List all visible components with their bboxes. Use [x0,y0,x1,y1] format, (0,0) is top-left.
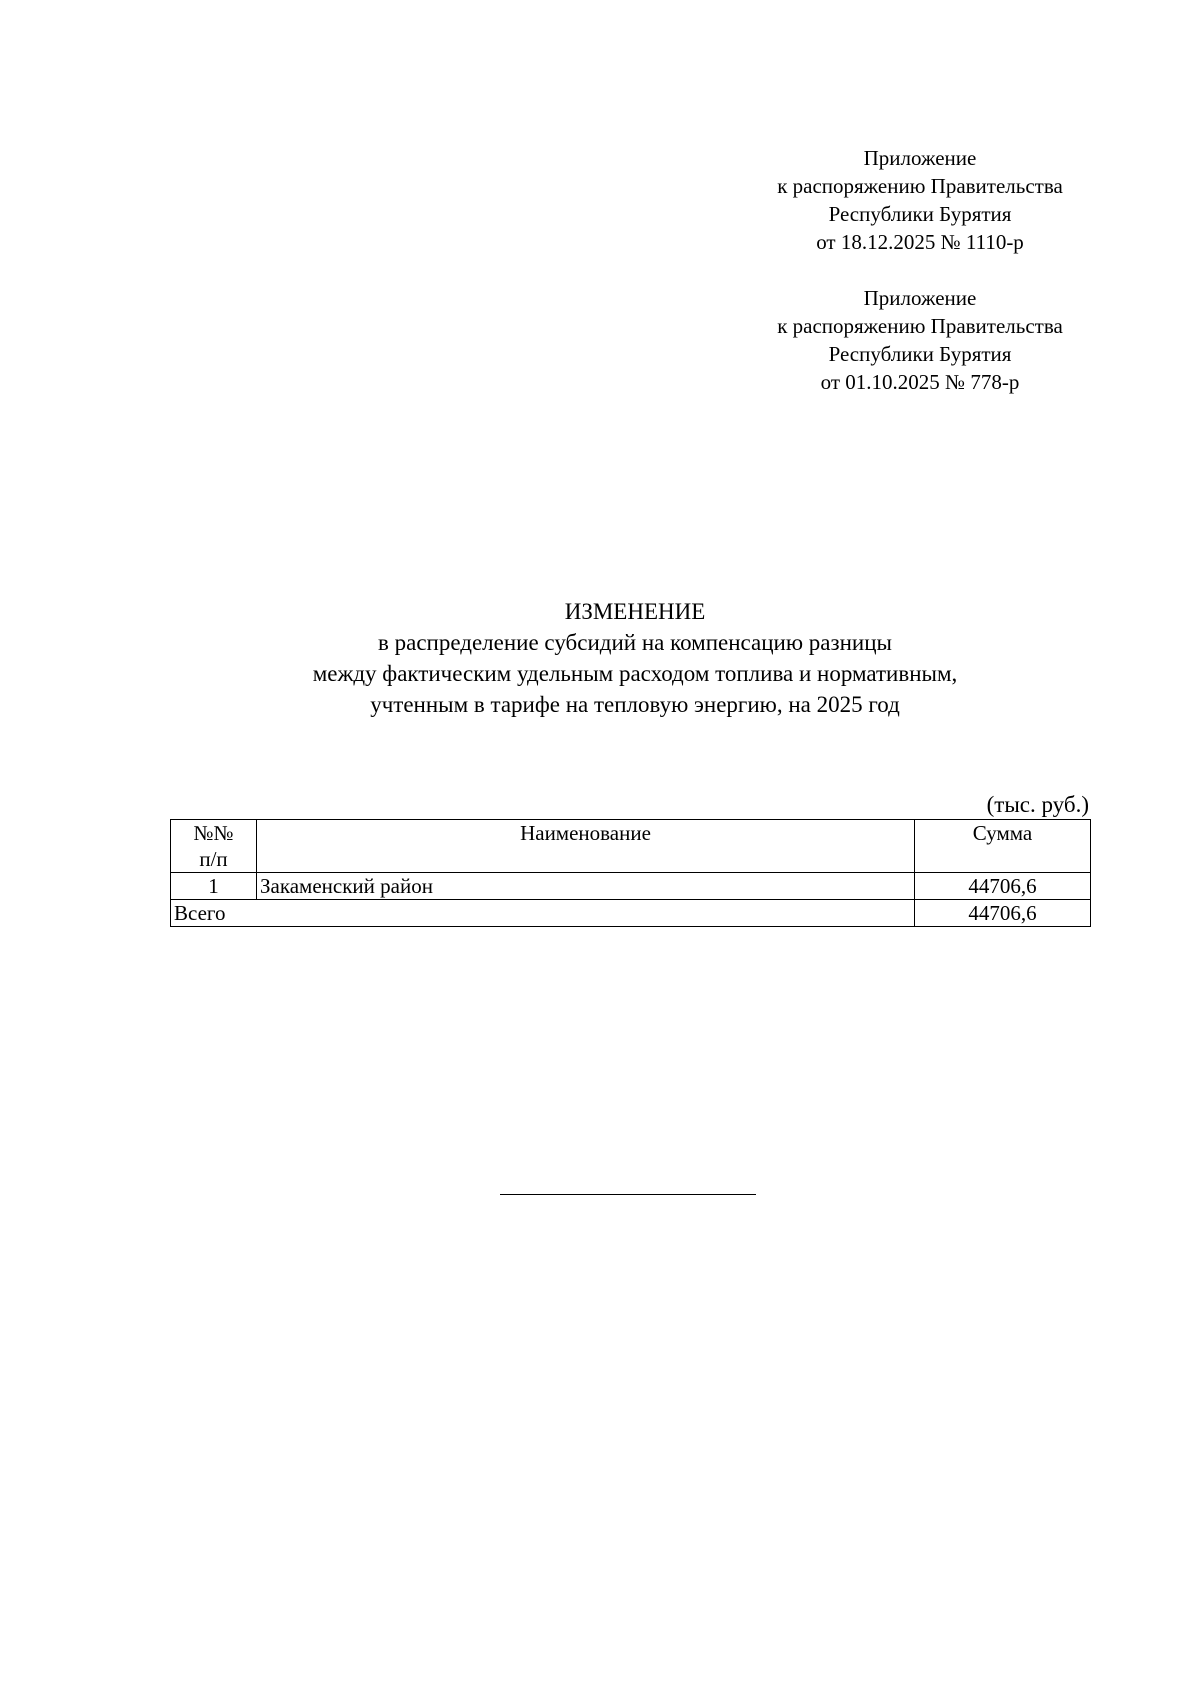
appendix-order-ref: к распоряжению Правительства [777,314,1063,338]
appendix-region: Республики Бурятия [828,342,1012,366]
appendix-title: Приложение [863,146,977,170]
appendix-date-number: от 01.10.2025 № 778-р [820,370,1020,394]
header-number-line2: п/п [199,847,228,871]
total-sum: 44706,6 [915,900,1091,927]
document-title [150,596,1120,720]
units-label: (тыс. руб.) [986,792,1089,817]
subsidy-table [170,819,1091,927]
appendix-header-current [760,144,1080,256]
row-name: Закаменский район [257,873,915,900]
appendix-title: Приложение [863,286,977,310]
closing-divider [500,1194,756,1195]
title-line: между фактическим удельным расходом топлива и нормативным, [312,661,958,686]
appendix-region: Республики Бурятия [828,202,1012,226]
title-line: учтенным в тарифе на тепловую энергию, на 2025 год [370,692,900,717]
table-row [171,873,1091,900]
total-label: Всего [171,900,915,927]
appendix-order-ref: к распоряжению Правительства [777,174,1063,198]
header-number [171,820,257,873]
appendix-header-original [760,284,1080,396]
table-header-row [171,820,1091,873]
row-number: 1 [171,873,257,900]
title-line: в распределение субсидий на компенсацию разницы [378,630,892,655]
header-sum: Сумма [915,820,1091,873]
table-total-row [171,900,1091,927]
header-name: Наименование [257,820,915,873]
header-number-line1: №№ [193,821,234,845]
appendix-date-number: от 18.12.2025 № 1110-р [816,230,1024,254]
row-sum: 44706,6 [915,873,1091,900]
title-heading: ИЗМЕНЕНИЕ [564,599,706,624]
